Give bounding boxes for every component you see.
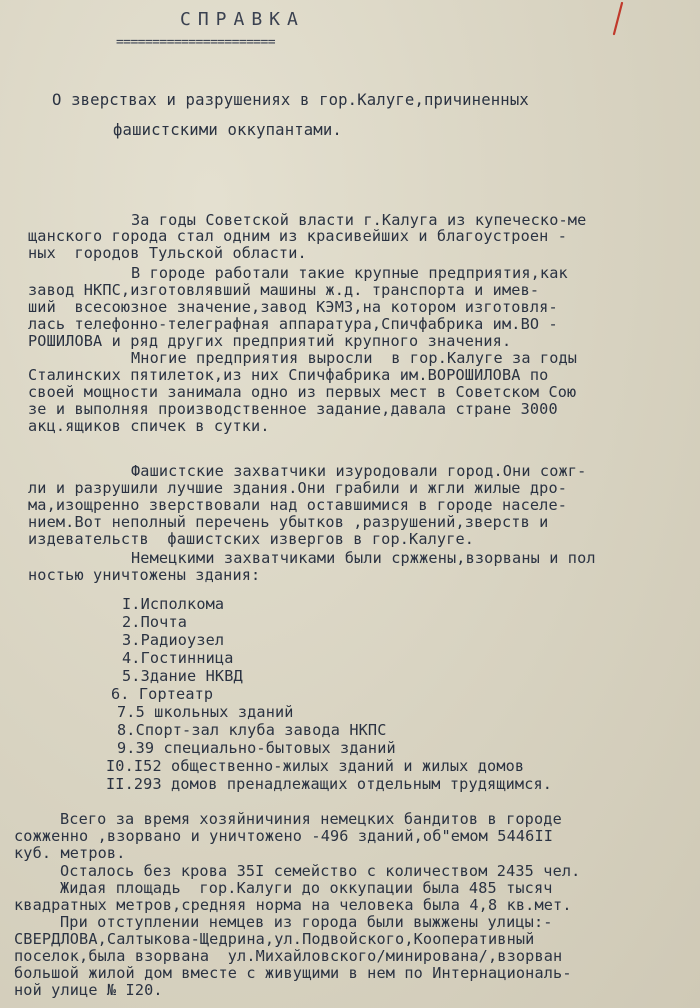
text-line: ных городов Тульской области.	[28, 244, 307, 262]
text-line: Осталось без крова 35I семейство с количеством 2435 чел.	[60, 862, 581, 880]
text-line: Немецкими захватчиками были сржжены,взорваны и пол	[131, 549, 596, 567]
text-line: Многие предприятия выросли в гор.Калуге за годы	[131, 349, 578, 367]
list-item: 5.Здание НКВД	[122, 667, 243, 685]
text-line: нием.Вот неполный перечень убытков ,разрушений,зверств и	[28, 513, 549, 531]
text-line: ма,изощренно зверствовали над оставшимися в городе населе-	[28, 496, 568, 514]
text-line: За годы Советской власти г.Калуга из купеческо-ме	[131, 211, 587, 229]
text-line: завод НКПС,изготовлявший машины ж.д. транспорта и имев-	[28, 281, 540, 299]
text-line: ной улице № I20.	[14, 981, 163, 999]
text-line: Сталинских пятилеток,из них Спичфабрика им.ВОРОШИЛОВА по	[28, 366, 549, 384]
list-item: 6. Гортеатр	[111, 685, 214, 703]
list-item: II.293 домов пренадлежащих отдельным трудящимся.	[106, 775, 553, 793]
text-line: своей мощности занимала одно из первых мест в Советском Сою	[28, 383, 577, 401]
text-line: издевательств фашистских извергов в гор.Калуге.	[28, 530, 475, 548]
text-line: щанского города стал одним из красивейших и благоустроен -	[28, 227, 568, 245]
text-line: Жидая площадь гор.Калуги до оккупации была 485 тысяч	[60, 879, 553, 897]
text-line: куб. метров.	[14, 844, 126, 862]
text-line: поселок,была взорвана ул.Михайловского/минирована/,взорван	[14, 947, 563, 965]
text-line: В городе работали такие крупные предприятия,как	[131, 264, 568, 282]
list-item: 3.Радиоузел	[122, 631, 225, 649]
list-item: 4.Гостинница	[122, 649, 234, 667]
document-subtitle-line-2: фашистскими оккупантами.	[113, 121, 342, 139]
text-line: Всего за время хозяйничиния немецких бандитов в городе	[60, 810, 562, 828]
list-item: I.Исполкома	[122, 595, 225, 613]
text-line: акц.ящиков спичек в сутки.	[28, 417, 270, 435]
text-line: При отступлении немцев из города были выжжены улицы:-	[60, 913, 553, 931]
text-line: ший всесоюзное значение,завод КЭМЗ,на котором изготовля-	[28, 298, 558, 316]
list-item: 7.5 школьных зданий	[117, 703, 294, 721]
text-line: ностью уничтожены здания:	[28, 566, 261, 584]
text-line: Фашистские захватчики изуродовали город.Они сожг-	[131, 462, 587, 480]
text-line: сожженно ,взорвано и уничтожено -496 зданий,об"емом 5446II	[14, 827, 554, 845]
text-line: зе и выполняя производственное задание,давала стране 3000	[28, 400, 558, 418]
document-title: СПРАВКА	[180, 9, 305, 30]
text-line: лась телефонно-телеграфная аппаратура,Спичфабрика им.ВО -	[28, 315, 558, 333]
list-item: 9.39 специально-бытовых зданий	[117, 739, 396, 757]
text-line: СВЕРДЛОВА,Салтыкова-Щедрина,ул.Подвойского,Кооперативный	[14, 930, 535, 948]
list-item: I0.I52 общественно-жилых зданий и жилых домов	[106, 757, 525, 775]
list-item: 2.Почта	[122, 613, 188, 631]
red-pencil-mark	[611, 2, 625, 36]
text-line: РОШИЛОВА и ряд других предприятий крупного значения.	[28, 332, 512, 350]
text-line: большой жилой дом вместе с живущими в нем по Интернациональ-	[14, 964, 572, 982]
document-subtitle-line-1: О зверствах и разрушениях в гор.Калуге,причиненных	[52, 91, 529, 109]
text-line: квадратных метров,средняя норма на человека была 4,8 кв.мет.	[14, 896, 572, 914]
list-item: 8.Спорт-зал клуба завода НКПС	[117, 721, 387, 739]
text-line: ли и разрушили лучшие здания.Они грабили и жгли жилые дро-	[28, 479, 568, 497]
title-underline: ======================	[116, 35, 275, 50]
